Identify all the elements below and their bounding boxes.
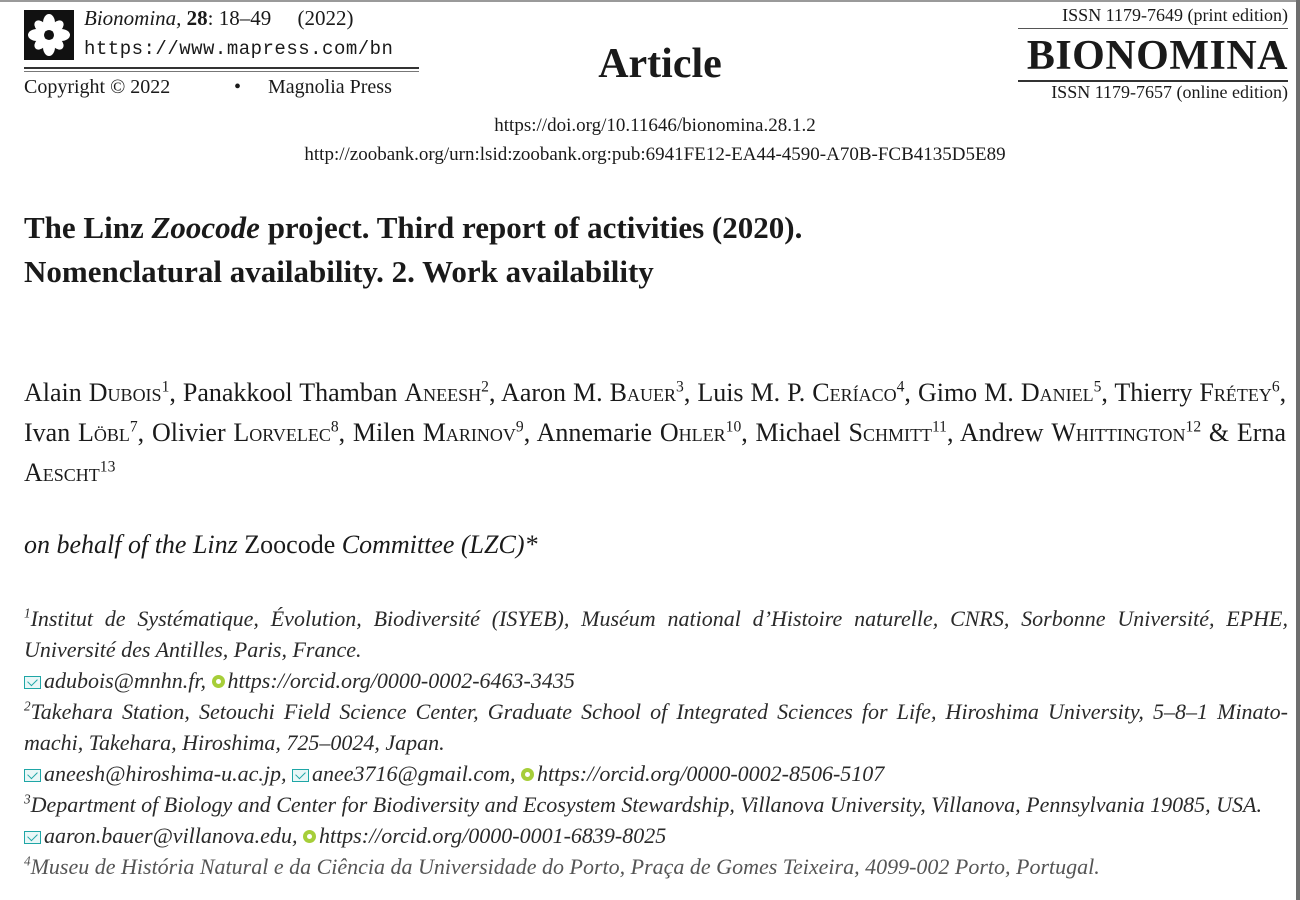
author-given: Luis M. P.	[697, 378, 806, 407]
orcid-link[interactable]: https://orcid.org/0000-0001-6839-8025	[318, 823, 667, 848]
author-given: Annemarie	[536, 418, 653, 447]
author	[756, 418, 960, 447]
contact-line	[24, 665, 1288, 696]
affiliation-text: Takehara Station, Setouchi Field Science Center, Graduate School of Integrated Sciences for Life, Hiroshima University, 5–8–1 Minato-machi, Takehara, Hiroshima, 725–0024, Japan.	[24, 699, 1288, 755]
author	[183, 378, 501, 407]
affiliation	[24, 603, 1288, 665]
author-sup: 6	[1271, 378, 1280, 396]
author-family: Frétey	[1199, 378, 1272, 407]
orcid-icon	[212, 675, 225, 688]
contact-sep: ,	[200, 668, 212, 693]
behalf-part1: on behalf of the Linz	[24, 530, 245, 559]
zoobank-link[interactable]: http://zoobank.org/urn:lsid:zoobank.org:pub:6941FE12-EA44-4590-A70B-FCB4135D5E89	[304, 144, 1006, 165]
author-family: Ohler	[659, 418, 726, 447]
author-given: Andrew	[959, 418, 1044, 447]
article-title	[24, 206, 1284, 294]
author-family: Daniel	[1020, 378, 1094, 407]
author-family: Bauer	[609, 378, 677, 407]
author	[24, 418, 152, 447]
author-sup: 12	[1185, 418, 1202, 436]
title-italic: Zoocode	[151, 210, 260, 245]
affiliation-number: 3	[24, 791, 31, 807]
contact-sep: ,	[510, 761, 521, 786]
email-icon	[24, 676, 41, 689]
author	[501, 378, 697, 407]
journal-name: Bionomina,	[84, 6, 182, 30]
issn-online: ISSN 1179-7657 (online edition)	[1051, 82, 1288, 102]
author-sep: ,	[488, 378, 502, 407]
email-icon	[24, 831, 41, 844]
header-rule-thin	[24, 71, 419, 72]
author-given: Aaron M.	[501, 378, 603, 407]
author-sup: 8	[330, 418, 339, 436]
author-given: Gimo M.	[917, 378, 1014, 407]
affiliation	[24, 851, 1288, 882]
author-given: Michael	[755, 418, 841, 447]
author-sup: 10	[725, 418, 742, 436]
doi-link[interactable]: https://doi.org/10.11646/bionomina.28.1.2	[494, 115, 816, 136]
author-sup: 7	[129, 418, 138, 436]
author-family: Ceríaco	[812, 378, 897, 407]
email-icon	[292, 769, 309, 782]
article-type-label: Article	[598, 41, 722, 87]
author-family: Lorvelec	[233, 418, 331, 447]
email-link[interactable]: aaron.bauer@villanova.edu	[44, 823, 292, 848]
author-list	[24, 373, 1286, 493]
journal-year: (2022)	[297, 6, 354, 30]
author-sup: 2	[481, 378, 489, 396]
author-family: Dubois	[88, 378, 162, 407]
email-icon	[24, 769, 41, 782]
author-given: Erna	[1236, 418, 1287, 447]
affiliation-number: 4	[24, 853, 31, 869]
orcid-icon	[303, 830, 316, 843]
author-given: Ivan	[24, 418, 71, 447]
publisher: Magnolia Press	[268, 76, 392, 98]
page-edge-top	[0, 0, 1300, 2]
author-given: Alain	[24, 378, 82, 407]
title-line2: Nomenclatural availability. 2. Work availability	[24, 254, 654, 289]
author-family: Schmitt	[848, 418, 932, 447]
author	[697, 378, 918, 407]
author	[24, 378, 183, 407]
journal-citation	[84, 6, 354, 31]
behalf-part2: Committee (LZC)*	[335, 530, 538, 559]
header-rule-right-top	[1018, 28, 1288, 29]
author	[353, 418, 537, 447]
orcid-icon	[521, 768, 534, 781]
behalf-upright: Zoocode	[244, 530, 336, 559]
author-sep: ,	[1101, 378, 1115, 407]
contact-sep: ,	[280, 761, 292, 786]
affiliation-number: 1	[24, 605, 31, 621]
author-sep: ,	[741, 418, 756, 447]
author-sup: 5	[1093, 378, 1102, 396]
author-sep: ,	[1279, 378, 1287, 407]
journal-logo-text: BIONOMINA	[1026, 33, 1288, 79]
issn-print: ISSN 1179-7649 (print edition)	[1062, 5, 1288, 25]
behalf-line	[24, 530, 537, 560]
author-sep: &	[1201, 418, 1237, 447]
author	[918, 378, 1114, 407]
orcid-link[interactable]: https://orcid.org/0000-0002-6463-3435	[227, 668, 575, 693]
author-sep: ,	[683, 378, 698, 407]
author-family: Aneesh	[404, 378, 482, 407]
title-part2: project. Third report of activities (2020).	[259, 210, 803, 245]
author-sep: ,	[523, 418, 537, 447]
affiliation	[24, 696, 1288, 758]
affiliation-number: 2	[24, 698, 31, 714]
author-given: Thierry	[1114, 378, 1193, 407]
title-part1: The Linz	[24, 210, 152, 245]
author-family: Marinov	[422, 418, 516, 447]
bullet-separator: •	[234, 76, 242, 98]
affiliation-text: Department of Biology and Center for Biodiversity and Ecosystem Stewardship, Villanova University, Villanova, Pennsylvania 19085, USA.	[30, 792, 1262, 817]
orcid-link[interactable]: https://orcid.org/0000-0002-8506-5107	[537, 761, 885, 786]
author-sep: ,	[904, 378, 918, 407]
author-sup: 3	[676, 378, 684, 396]
affiliation	[24, 789, 1288, 820]
author-family: Aescht	[24, 458, 100, 487]
author-sup: 9	[515, 418, 524, 436]
author-sup: 1	[161, 378, 170, 396]
author-given: Olivier	[151, 418, 226, 447]
contact-line	[24, 758, 1288, 789]
email-link[interactable]: aneesh@hiroshima-u.ac.jp	[44, 761, 281, 786]
author-given: Milen	[352, 418, 416, 447]
author-given: Panakkool Thamban	[182, 378, 398, 407]
author-sep: ,	[338, 418, 353, 447]
author-sep: ,	[946, 418, 960, 447]
author-family: Löbl	[77, 418, 130, 447]
author-sup: 11	[931, 418, 947, 436]
author	[152, 418, 353, 447]
header-rule	[24, 67, 419, 69]
author	[960, 418, 1237, 447]
author	[537, 418, 756, 447]
author-sup: 13	[99, 458, 116, 476]
author-sup: 4	[896, 378, 905, 396]
flower-logo-icon	[24, 10, 74, 60]
contact-sep: ,	[291, 823, 303, 848]
journal-volume: 28	[186, 6, 208, 30]
email-link[interactable]: anee3716@gmail.com	[311, 761, 510, 786]
contact-line	[24, 820, 1288, 851]
affiliation-text: Museu de História Natural e da Ciência da Universidade do Porto, Praça de Gomes Teixeira, 4099-002 Porto, Portugal.	[30, 854, 1100, 879]
email-link[interactable]: adubois@mnhn.fr	[44, 668, 201, 693]
affiliation-text: Institut de Systématique, Évolution, Biodiversité (ISYEB), Muséum national d’Histoire naturelle, CNRS, Sorbonne Université, EPHE, Université des Antilles, Paris, France.	[24, 606, 1288, 662]
author-sep: ,	[169, 378, 183, 407]
author-sep: ,	[137, 418, 152, 447]
author	[1114, 378, 1286, 407]
journal-url-link[interactable]: https://www.mapress.com/bn	[84, 38, 394, 60]
author-family: Whittington	[1051, 418, 1186, 447]
copyright: Copyright © 2022	[24, 76, 171, 98]
affiliation-list	[24, 603, 1288, 882]
journal-pages: : 18–49	[207, 6, 272, 30]
